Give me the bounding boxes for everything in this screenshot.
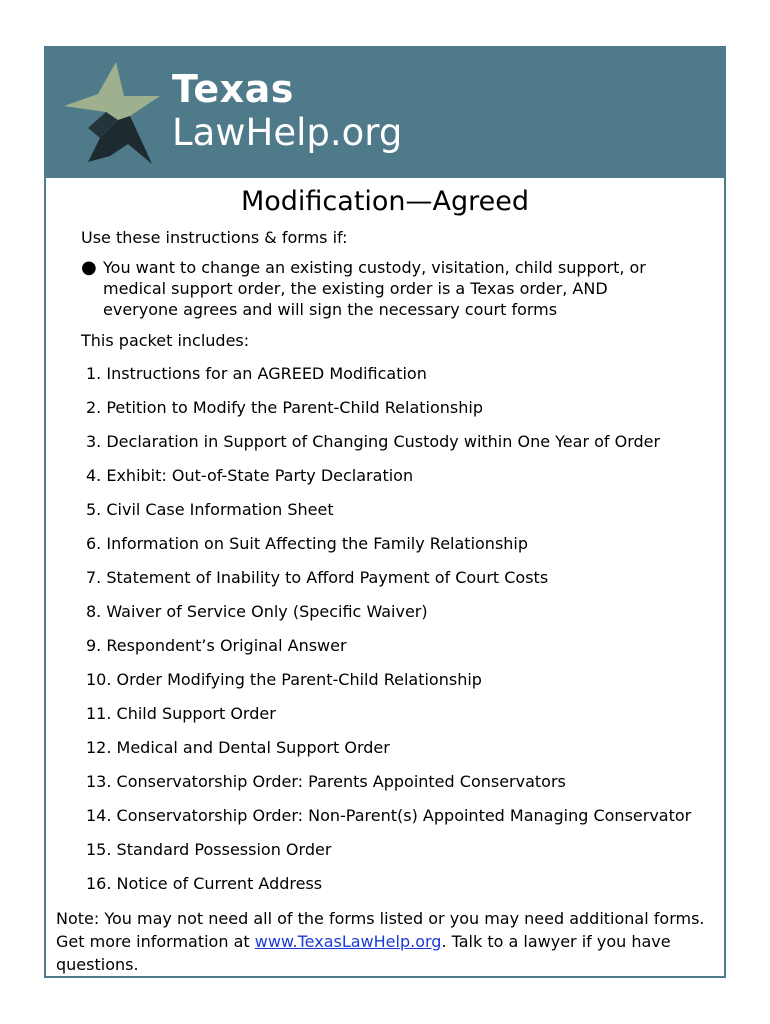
list-item: 3. Declaration in Support of Changing Custody within One Year of Order <box>86 432 661 451</box>
page-title: Modification—Agreed <box>240 186 530 217</box>
logo-lawhelp-text: LawHelp.org <box>172 111 403 154</box>
intro-text: Use these instructions & forms if: <box>81 228 348 247</box>
document-page <box>44 46 726 978</box>
logo-wordmark <box>172 67 403 154</box>
list-item: 9. Respondent’s Original Answer <box>86 636 347 655</box>
list-item: 12. Medical and Dental Support Order <box>86 738 390 757</box>
list-item: 11. Child Support Order <box>86 704 276 723</box>
list-item: 7. Statement of Inability to Afford Payment of Court Costs <box>86 568 549 587</box>
packet-heading: This packet includes: <box>81 331 250 350</box>
logo-texas-text: Texas <box>172 67 294 111</box>
list-item: 6. Information on Suit Affecting the Family Relationship <box>86 534 529 553</box>
texas-star-logo-icon <box>58 56 168 168</box>
list-item: 14. Conservatorship Order: Non-Parent(s) Appointed Managing Conservator <box>86 806 692 825</box>
list-item: 13. Conservatorship Order: Parents Appointed Conservators <box>86 772 566 791</box>
list-item: 8. Waiver of Service Only (Specific Waiver) <box>86 602 428 621</box>
texaslawhelp-link[interactable]: www.TexasLawHelp.org <box>254 932 442 951</box>
bullet-dot-icon: ● <box>81 257 97 278</box>
list-item: 15. Standard Possession Order <box>86 840 332 859</box>
note-text-after: . Talk to a lawyer if you have questions. <box>56 932 671 974</box>
list-item: 5. Civil Case Information Sheet <box>86 500 334 519</box>
forms-list <box>86 364 691 908</box>
list-item: 16. Notice of Current Address <box>86 874 323 893</box>
list-item: 10. Order Modifying the Parent-Child Relationship <box>86 670 482 689</box>
bullet-text: You want to change an existing custody, visitation, child support, or medical support order, the existing order is a Texas order, AND everyone agrees and will sign the necessary court forms <box>103 258 646 319</box>
list-item: 2. Petition to Modify the Parent-Child Relationship <box>86 398 483 417</box>
note-paragraph <box>56 907 716 976</box>
list-item: 1. Instructions for an AGREED Modification <box>86 364 427 383</box>
header-banner <box>46 48 724 178</box>
list-item: 4. Exhibit: Out-of-State Party Declaration <box>86 466 414 485</box>
note-text-before: Note: You may not need all of the forms listed or you may need additional forms. Get more information at <box>56 909 705 951</box>
